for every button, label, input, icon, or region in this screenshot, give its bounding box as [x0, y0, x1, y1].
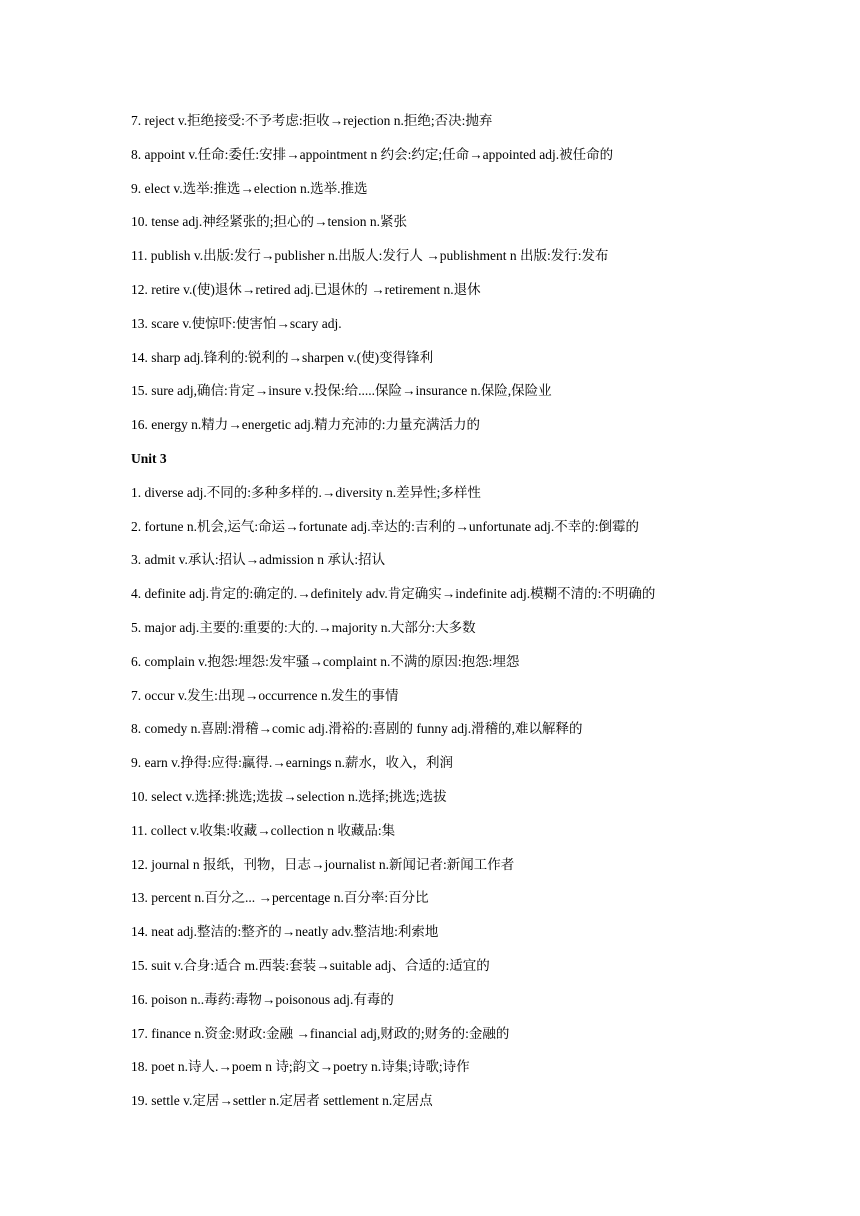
vocab-entry: 8. appoint v.任命:委任:安排→appointment n 约会:约定;任命→appointed adj.被任命的 [131, 147, 614, 162]
vocab-entry: 19. settle v.定居→settler n.定居者 settlement n.定居点 [131, 1093, 433, 1108]
vocab-entry: 18. poet n.诗人.→poem n 诗;韵文→poetry n.诗集;诗歌;诗作 [131, 1059, 470, 1074]
vocab-entry: 1. diverse adj.不同的:多种多样的.→diversity n.差异性;多样性 [131, 485, 481, 500]
vocab-entry: 13. scare v.使惊吓:使害怕→scary adj. [131, 316, 342, 331]
vocab-entry: 14. sharp adj.锋利的:锐利的→sharpen v.(使)变得锋利 [131, 350, 434, 365]
vocab-entry: 17. finance n.资金:财政:金融 →financial adj,财政的;财务的:金融的 [131, 1026, 510, 1041]
vocab-entry: 4. definite adj.肯定的:确定的.→definitely adv.肯定确实→indefinite adj.模糊不清的:不明确的 [131, 586, 656, 601]
section-heading: Unit 3 [131, 451, 167, 466]
vocab-entry: 15. sure adj,确信:肯定→insure v.投保:给.....保险→insurance n.保险,保险业 [131, 383, 552, 398]
vocab-entry: 9. earn v.挣得:应得:赢得.→earnings n.薪水，收入，利润 [131, 755, 453, 770]
vocab-entry: 16. poison n..毒药:毒物→poisonous adj.有毒的 [131, 992, 394, 1007]
vocab-entry: 15. suit v.合身:适合 m.西装:套装→suitable adj、合适的:适宜的 [131, 958, 490, 973]
vocab-entry: 8. comedy n.喜剧:滑稽→comic adj.滑裕的:喜剧的 funny adj.滑稽的,难以解释的 [131, 721, 583, 736]
vocab-entry: 12. journal n 报纸，刊物，日志→journalist n.新闻记者:新闻工作者 [131, 857, 515, 872]
vocab-entry: 7. reject v.拒绝接受:不予考虑:拒收→rejection n.拒绝;否决:抛弃 [131, 113, 493, 128]
vocab-entry: 14. neat adj.整洁的:整齐的→neatly adv.整洁地:利索地 [131, 924, 439, 939]
vocab-entry: 6. complain v.抱怨:埋怨:发牢骚→complaint n.不满的原因:抱怨:埋怨 [131, 654, 520, 669]
vocab-entry: 11. collect v.收集:收藏→collection n 收藏品:集 [131, 823, 396, 838]
vocab-entry: 11. publish v.出版:发行→publisher n.出版人:发行人 →publishment n 出版:发行:发布 [131, 248, 609, 263]
vocab-entry: 12. retire v.(使)退休→retired adj.已退休的 →retirement n.退休 [131, 282, 481, 297]
vocab-entry: 7. occur v.发生:出现→occurrence n.发生的事情 [131, 688, 399, 703]
vocab-entry: 16. energy n.精力→energetic adj.精力充沛的:力量充满活力的 [131, 417, 480, 432]
vocab-entry: 10. select v.选择:挑选;选拔→selection n.选择;挑选;选拔 [131, 789, 447, 804]
vocab-entry: 9. elect v.选举:推选→election n.选举.推选 [131, 181, 368, 196]
vocab-entry: 13. percent n.百分之... →percentage n.百分率:百分比 [131, 890, 429, 905]
vocab-entry: 2. fortune n.机会,运气:命运→fortunate adj.幸达的:吉利的→unfortunate adj.不幸的:倒霉的 [131, 519, 640, 534]
vocab-entry: 3. admit v.承认:招认→admission n 承认:招认 [131, 552, 386, 567]
vocab-entry: 10. tense adj.神经紧张的;担心的→tension n.紧张 [131, 214, 407, 229]
vocab-entry: 5. major adj.主要的:重要的:大的.→majority n.大部分:大多数 [131, 620, 476, 635]
